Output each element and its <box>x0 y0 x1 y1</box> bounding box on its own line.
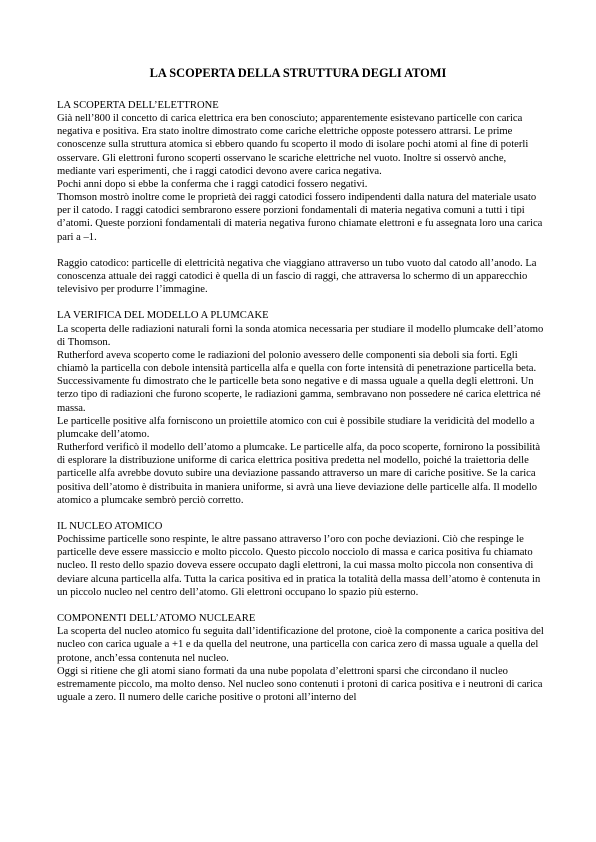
section-plumcake-model <box>57 309 547 506</box>
paragraph: Già nell’800 il concetto di carica elettrica era ben conosciuto; apparentemente esistevano particelle con carica negativa e positiva. Era stato inoltre dimostrato come cariche elettriche opposte potessero attrarsi. Le prime conoscenze sulla struttura atomica si ebbero quando fu scoperto il modo di isolare pochi atomi al fine di poterli osservare. Gli elettroni furono scoperti osservano le scariche elettriche nel vuoto. Inoltre si osservò anche, mediante vari esperimenti, che i raggi catodici devono avere carica negativa. <box>57 113 529 177</box>
paragraph: Pochissime particelle sono respinte, le altre passano attraverso l’oro con poche deviazioni. Ciò che respinge le particelle deve essere massiccio e molto piccolo. Questo piccolo nocciolo di massa e carica positiva fu chiamato nucleo. Il resto dello spazio doveva essere occupato dagli elettroni, la cui massa molto piccola non consentiva di deviare alcuna particella alfa. Tutta la carica positiva ed in pratica la totalità della massa dell’atomo è contenuta in un piccolo nucleo nel centro dell’atomo. Gli elettroni occupano lo spazio più esterno. <box>57 534 541 598</box>
section-electron-discovery <box>57 99 547 244</box>
paragraph: La scoperta del nucleo atomico fu seguita dall’identificazione del protone, cioè la componente a carica positiva del nucleo con carica uguale a +1 e da quella del neutrone, una particella con carica zero di massa uguale a quella del protone, anch’essa contenuta nel nucleo. <box>57 626 544 664</box>
section-heading: COMPONENTI DELL’ATOMO NUCLEARE <box>57 613 256 625</box>
paragraph: Thomson mostrò inoltre come le proprietà dei raggi catodici fossero indipendenti dalla natura del materiale usato per il catodo. I raggi catodici sembrarono essere porzioni fondamentali di materia negativa comuni a tutti i tipi d’atomi. Queste porzioni fondamentali di materia negativa furono chiamate elettroni e fu assegnata loro una carica pari a –1. <box>57 192 543 243</box>
document-title: LA SCOPERTA DELLA STRUTTURA DEGLI ATOMI <box>149 66 447 80</box>
section-heading: LA VERIFICA DEL MODELLO A PLUMCAKE <box>57 310 269 322</box>
paragraph: Le particelle positive alfa forniscono un proiettile atomico con cui è possibile studiare la veridicità del modello a plumcake dell’atomo. <box>57 415 535 440</box>
paragraph: Raggio catodico: particelle di elettricità negativa che viaggiano attraverso un tubo vuoto dal catodo all’anodo. La conoscenza attuale dei raggi catodici è quella di un fascio di raggi, che attraversa lo schermo di un apparecchio televisivo per produrre l’immagine. <box>57 257 537 296</box>
paragraph: Pochi anni dopo si ebbe la conferma che i raggi catodici fossero negativi. <box>57 178 368 190</box>
paragraph: Rutherford aveva scoperto come le radiazioni del polonio avessero delle componenti sia deboli sia forti. Egli chiamò la particella con debole intensità particella alfa e quella con forte intensità di penetrazione particella beta. Successivamente fu dimostrato che le particelle beta sono negative e di massa uguale a quella degli elettroni. Un terzo tipo di radiazioni che furono scoperte, le radiazioni gamma, sembravano non possedere né carica elettrica né massa. <box>57 349 541 414</box>
document-body <box>57 99 547 717</box>
paragraph: La scoperta delle radiazioni naturali fornì la sonda atomica necessaria per studiare il modello plumcake dell’atomo di Thomson. <box>57 323 544 348</box>
section-atomic-nucleus <box>57 520 547 599</box>
paragraph: Oggi si ritiene che gli atomi siano formati da una nube popolata d’elettroni sparsi che circondano il nucleo estremamente piccolo, ma molto denso. Nel nucleo sono contenuti i protoni di carica positiva e i neutroni di carica uguale a zero. Il numero delle cariche positive o protoni all’interno del <box>57 665 543 703</box>
paragraph: Rutherford verificò il modello dell’atomo a plumcake. Le particelle alfa, da poco scoperte, fornirono la possibilità di esplorare la distribuzione uniforme di carica elettrica positiva predetta nel modello, poiché la traiettoria delle particelle alfa avrebbe dovuto subire una deviazione passando attraverso un mare di cariche positive. Se la carica positiva dell’atomo è distribuita in maniera uniforme, si avrà una lieve deviazione delle particelle alfa. Il modello atomico a plumcake sembrò perciò corretto. <box>57 442 541 506</box>
section-heading: LA SCOPERTA DELL’ELETTRONE <box>57 100 219 111</box>
section-cathode-ray-definition <box>57 257 547 296</box>
section-nuclear-atom-components <box>57 612 547 704</box>
section-heading: IL NUCLEO ATOMICO <box>57 520 163 532</box>
